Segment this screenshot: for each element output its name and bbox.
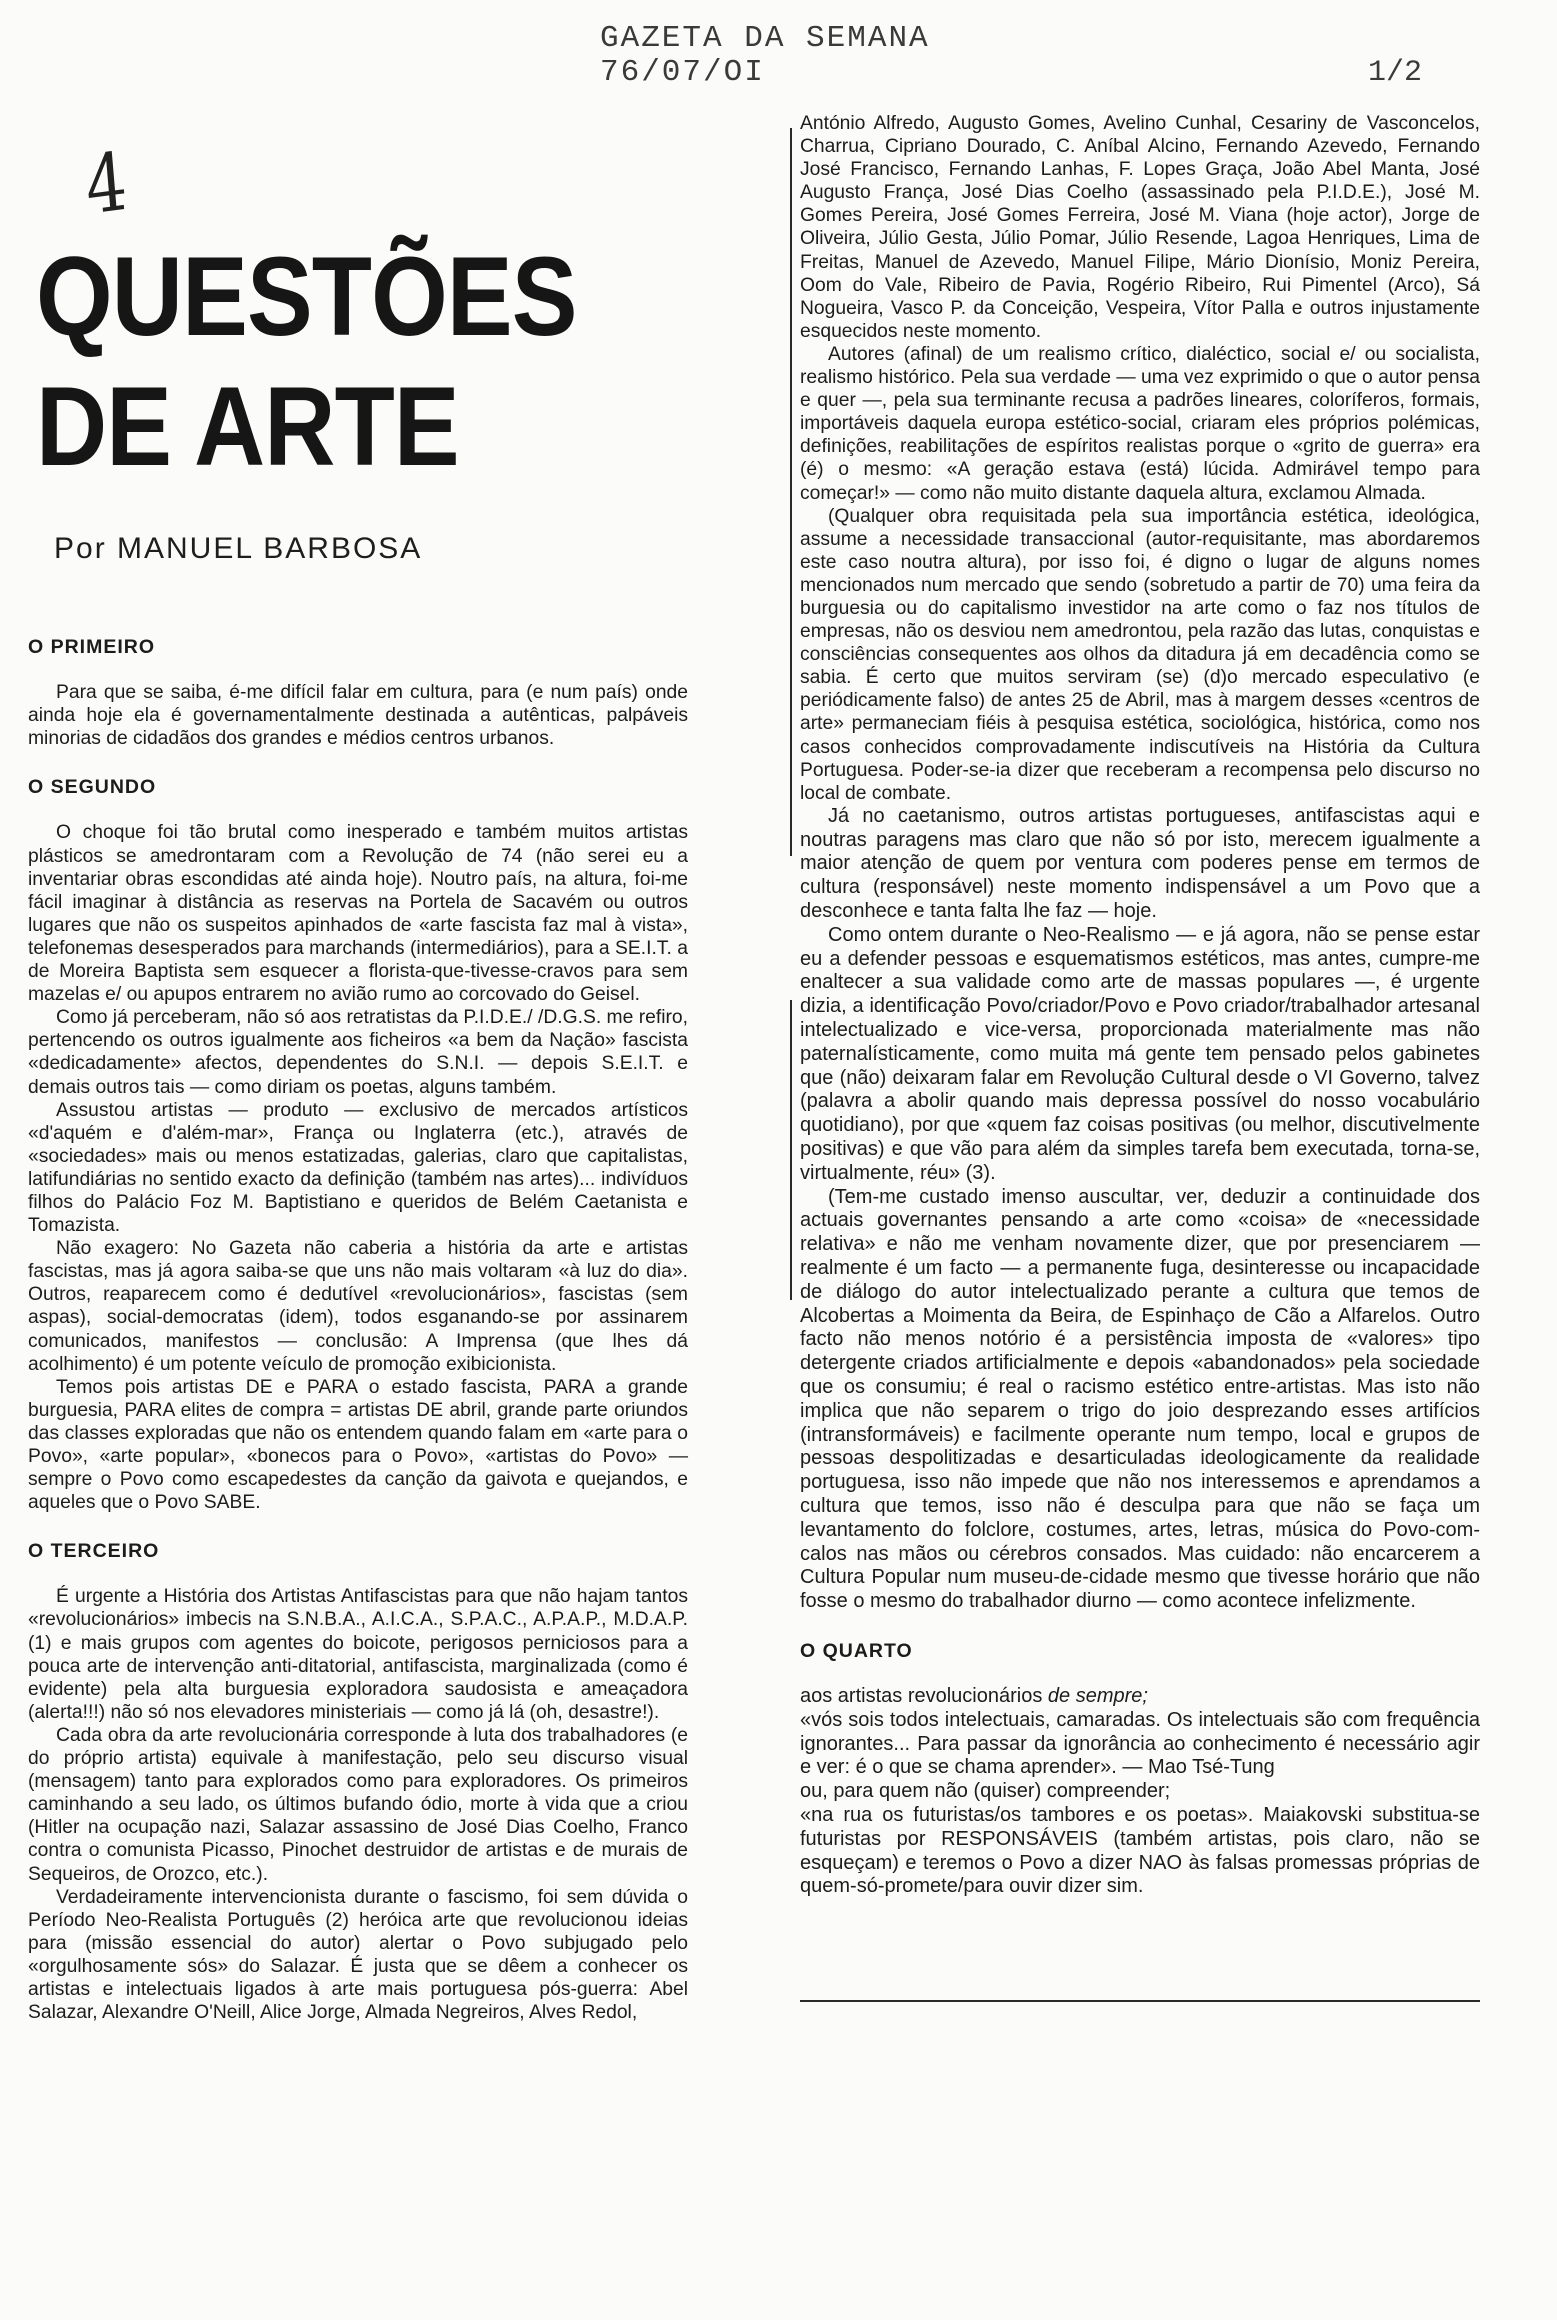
paragraph: (Qualquer obra requisitada pela sua importância estética, ideológica, assume a necessidade transaccional (autor-requisitante, mas abordaremos este caso noutra altura), por isso foi, é digno o lugar de alguns nomes mencionados num mercado que sendo (sobretudo a partir de 70) uma feira da burguesia ou do capitalismo investidor na arte como o faz nos títulos de empresas, não os desviou nem amedrontou, pela razão das lutas, conquistas e consciências consequentes aos olhos da ditadura já em decadência como se sabia. É certo que muitos serviram (se) (d)o mercado especulativo (e periódicamente falso) de antes 25 de Abril, mas à margem desses «centros de arte» permaneciam fiéis à pesquisa estética, sociológica, histórica, como nos casos conhecidos comprovadamente indiscutíveis na História da Cultura Portuguesa. Poder-se-ia dizer que receberam a recompensa pelo discurso no local de combate. [800, 505, 1480, 804]
paragraph: (Tem-me custado imenso auscultar, ver, deduzir a continuidade dos actuais governantes pensando a arte como «coisa» de «necessidade relativa» e não me venham novamente dizer, que por presenciarem — realmente é um facto — a permanente fuga, desinteresse ou incapacidade de diálogo do autor intelectualizado perante a cultura que temos de Alcobertas a Moimenta da Beira, de Espinhaço de Cão a Alfarelos. Outro facto não menos notório é a persistência imposta de «valores» tipo detergente criados artificialmente e depois «abandonados» pela sociedade que os consumiu; é real o racismo estético entre-artistas. Mas isto não implica que não separem o trigo do joio desprezando esses artifícios (intransformáveis) e facilmente operante num tempo, local e grupos de pessoas despolitizadas e desarticuladas ideologicamente da realidade portuguesa, isso não impede que não nos interessemos e aprendamos a cultura que temos, isso não é desculpa para que não se faça um levantamento do folclore, costumes, artes, letras, música do Povo-com-calos nas mãos ou cérebros consados. Mas cuidado: não encarcerem a Cultura Popular num museu-de-cidade mesmo que tivesse horário que não fosse o mesmo do trabalhador diurno — como acontece infelizmente. [800, 1185, 1480, 1613]
quote-mao: «vós sois todos intelectuais, camaradas. Os intelectuais são com frequência ignorantes... Para passar da ignorância ao conhecimento é necessário agir e ver: é o que se chama aprender». — Mao Tsé-Tung [800, 1708, 1480, 1779]
title-line-1: QUESTÕES [36, 234, 577, 359]
publication-stamp [600, 22, 930, 90]
title-line-2: DE ARTE [36, 364, 459, 489]
paragraph: António Alfredo, Augusto Gomes, Avelino Cunhal, Cesariny de Vasconcelos, Charrua, Cipriano Dourado, C. Aníbal Alcino, Fernando Azevedo, Fernando José Francisco, Fernando Lanhas, F. Lopes Graça, João Abel Manta, José Augusto França, José Dias Coelho (assassinado pela P.I.D.E.), José M. Gomes Pereira, José Gomes Ferreira, José M. Viana (hoje actor), Jorge de Oliveira, Júlio Gesta, Júlio Pomar, Júlio Resende, Lagoa Henriques, Lima de Freitas, Manuel de Azevedo, Manuel Filipe, Mário Dionísio, Moniz Pereira, Oom do Vale, Ribeiro de Pavia, Rogério Ribeiro, Rui Pimentel (Arco), Sá Nogueira, Vasco P. da Conceição, Vespeira, Vítor Palla e outros injustamente esquecidos neste momento. [800, 113, 1480, 342]
quarto-block [800, 1685, 1480, 1899]
section-heading-quarto: O QUARTO [800, 1639, 913, 1662]
paragraph: Já no caetanismo, outros artistas portugueses, antifascistas aqui e noutras paragens mas claro que não só por isto, merecem igualmente a maior atenção de quem por ventura com poderes pense em termos de cultura (responsável) neste momento indispensável a um Povo que a desconhece e tanta falta lhe faz — hoje. [800, 804, 1480, 922]
section-heading-terceiro: O TERCEIRO [28, 1540, 160, 1563]
dedication [800, 1685, 1480, 1709]
publication-date: 76/07/OI [600, 55, 765, 90]
handwritten-mark: 4 [82, 136, 131, 234]
paragraph: Como ontem durante o Neo-Realismo — e já agora, não se pense estar eu a defender pessoas e esquematismos estéticos, mas antes, cumpre-me enaltecer a sua validade como arte de massas populares —, é urgente dizia, a identificação Povo/criador/Povo e Povo criador/trabalhador artesanal intelectualizado e vice-versa, proporcionada materialmente mas não paternalísticamente, como muita má gente tem pensado pelos gabinetes que (não) deixaram falar em Revolução Cultural desde o VI Governo, talvez (palavra a abolir quando mais depressa possível do nosso vocabulário quotidiano), por que «quem faz coisas positivas (ou melhor, discutivelmente positivas) e que vão para além da simples tarefa bem executada, torna-se, virtualmente, réu» (3). [800, 923, 1480, 1184]
paragraph: Como já perceberam, não só aos retratistas da P.I.D.E./ /D.G.S. me refiro, pertencendo os outros igualmente aos ficheiros «a bem da Nação» fascista «dedicadamente» afectos, dependentes do S.N.I. — depois S.E.I.T. e demais outros tais — como diriam os poetas, alguns também. [28, 1007, 688, 1098]
paragraph: Verdadeiramente intervencionista durante o fascismo, foi sem dúvida o Período Neo-Realista Português (2) heróica arte que revolucionou ideias para (missão essencial do autor) alertar o Povo subjugado pelo «orgulhosamente sós» do Salazar. É justa que se dêem a conhecer os artistas e intelectuais ligados à arte mais portuguesa pós-guerra: Abel Salazar, Alexandre O'Neill, Alice Jorge, Almada Negreiros, Alves Redol, [28, 1886, 688, 2024]
paragraph: Autores (afinal) de um realismo crítico, dialéctico, social e/ ou socialista, realismo histórico. Pela sua verdade — uma vez exprimido o que o autor pensa e quer —, pela sua terminante recusa a padrões lineares, coloríferos, formais, importáveis daquela europa estético-social, criaram eles próprios polémicas, definições, reabilitações de espíritos realistas porque o «grito de guerra» era (é) o mesmo: «A geração estava (está) lúcida. Admirável tempo para começar!» — como não muito distante daquela altura, exclamou Almada. [800, 343, 1480, 504]
paragraph: Assustou artistas — produto — exclusivo de mercados artísticos «d'aquém e d'além-mar», França ou Inglaterra (etc.), através de «sociedades» mais ou menos estatizadas, galerias, claro que capitalistas, latifundiárias no sentido exacto da definição (também nas artes)... indivíduos filhos do Palácio Foz M. Baptistiano e queridos de Belém Caetanista e Tomazista. [28, 1099, 688, 1237]
paragraph: Temos pois artistas DE e PARA o estado fascista, PARA a grande burguesia, PARA elites de compra = artistas DE abril, grande parte oriundos das classes exploradas que não os entendem quando falam em «arte para o Povo», «arte popular», «bonecos para o Povo», «artistas do Povo» — sempre o Povo como escapedestes da canção da gaivota e quejandos, e aqueles que o Povo SABE. [28, 1376, 688, 1514]
section-heading-segundo: O SEGUNDO [28, 776, 157, 799]
publication-name: GAZETA DA SEMANA [600, 21, 930, 56]
dedication-emphasis: de sempre; [1047, 1685, 1148, 1707]
paragraph: É urgente a História dos Artistas Antifascistas para que não hajam tantos «revolucionários» imbecis na S.N.B.A., A.I.C.A., S.P.A.C., A.P.A.P., M.D.A.P. (1) e mais grupos com agentes do boicote, perigosos perniciosos para a pouca arte de intervenção anti-ditatorial, antifascista, marginalizada (como é evidente) pela alta burguesia exploradora saudosista e ameaçadora (alerta!!!) não só nos elevadores ministeriais — como já lá (oh, desastre!). [28, 1586, 688, 1723]
bridge-line: ou, para quem não (quiser) compreender; [800, 1780, 1171, 1803]
dedication-text: aos artistas revolucionários [800, 1685, 1048, 1707]
quote-maiakovski: «na rua os futuristas/os tambores e os poetas». Maiakovski substitua-se futuristas por RESPONSÁVEIS (também artistas, pois claro, não se esqueçam) e teremos o Povo a dizer NAO às falsas promessas próprias de quem-só-promete/para ouvir dizer sim. [800, 1803, 1480, 1898]
right-column [800, 112, 1480, 1899]
page-number: 1/2 [1368, 56, 1423, 90]
section-heading-primeiro: O PRIMEIRO [28, 636, 156, 658]
column-rule-bottom [790, 1000, 792, 1300]
column-rule-top [790, 128, 792, 856]
section-rule [800, 2000, 1480, 2002]
left-column [28, 636, 688, 2024]
paragraph: Para que se saiba, é-me difícil falar em cultura, para (e num país) onde ainda hoje ela é governamentalmente destinada a autênticas, palpáveis minorias de cidadãos dos grandes e médios centros urbanos. [28, 682, 688, 750]
byline: Por MANUEL BARBOSA [54, 532, 423, 565]
paragraph: Não exagero: No Gazeta não caberia a história da arte e artistas fascistas, mas já agora saiba-se que uns não mais voltaram «à luz do dia». Outros, reaparecem como é dedutível «revolucionários», fascistas (sem aspas), social-democratas (idem), todos esganando-se por assinarem comunicados, manifestos — conclusão: A Imprensa (que lhes dá acolhimento) é um potente veículo de promoção exibicionista. [28, 1238, 688, 1375]
article-title [36, 232, 577, 492]
paragraph: Cada obra da arte revolucionária corresponde à luta dos trabalhadores (e do próprio artista) equivale à manifestação, pelo seu discurso visual (mensagem) tanto para explorados como para exploradores. Os primeiros caminhando a seu lado, os últimos bufando ódio, morte à vida que a criou (Hitler na ocupação nazi, Salazar assassino de José Dias Coelho, Franco contra o comunista Picasso, Pinochet destruidor de artistas e de murais de Sequeiros, de Orozco, etc.). [28, 1724, 688, 1885]
paragraph: O choque foi tão brutal como inesperado e também muitos artistas plásticos se amedrontaram com a Revolução de 74 (não serei eu a inventariar obras escondidas até ainda hoje). Noutro país, na altura, foi-me fácil imaginar à distância as reservas na Portela de Sacavém ou outros lugares que não os suspeitos apinhados de «arte fascista faz mal à vista», telefonemas desesperados para marchands (intermediários), para a SE.I.T. a de Moreira Baptista sem esquecer a florista-que-tivesse-cravos para sem mazelas e/ ou apupos entrarem no avião rumo ao corcovado do Geisel. [28, 822, 688, 1006]
